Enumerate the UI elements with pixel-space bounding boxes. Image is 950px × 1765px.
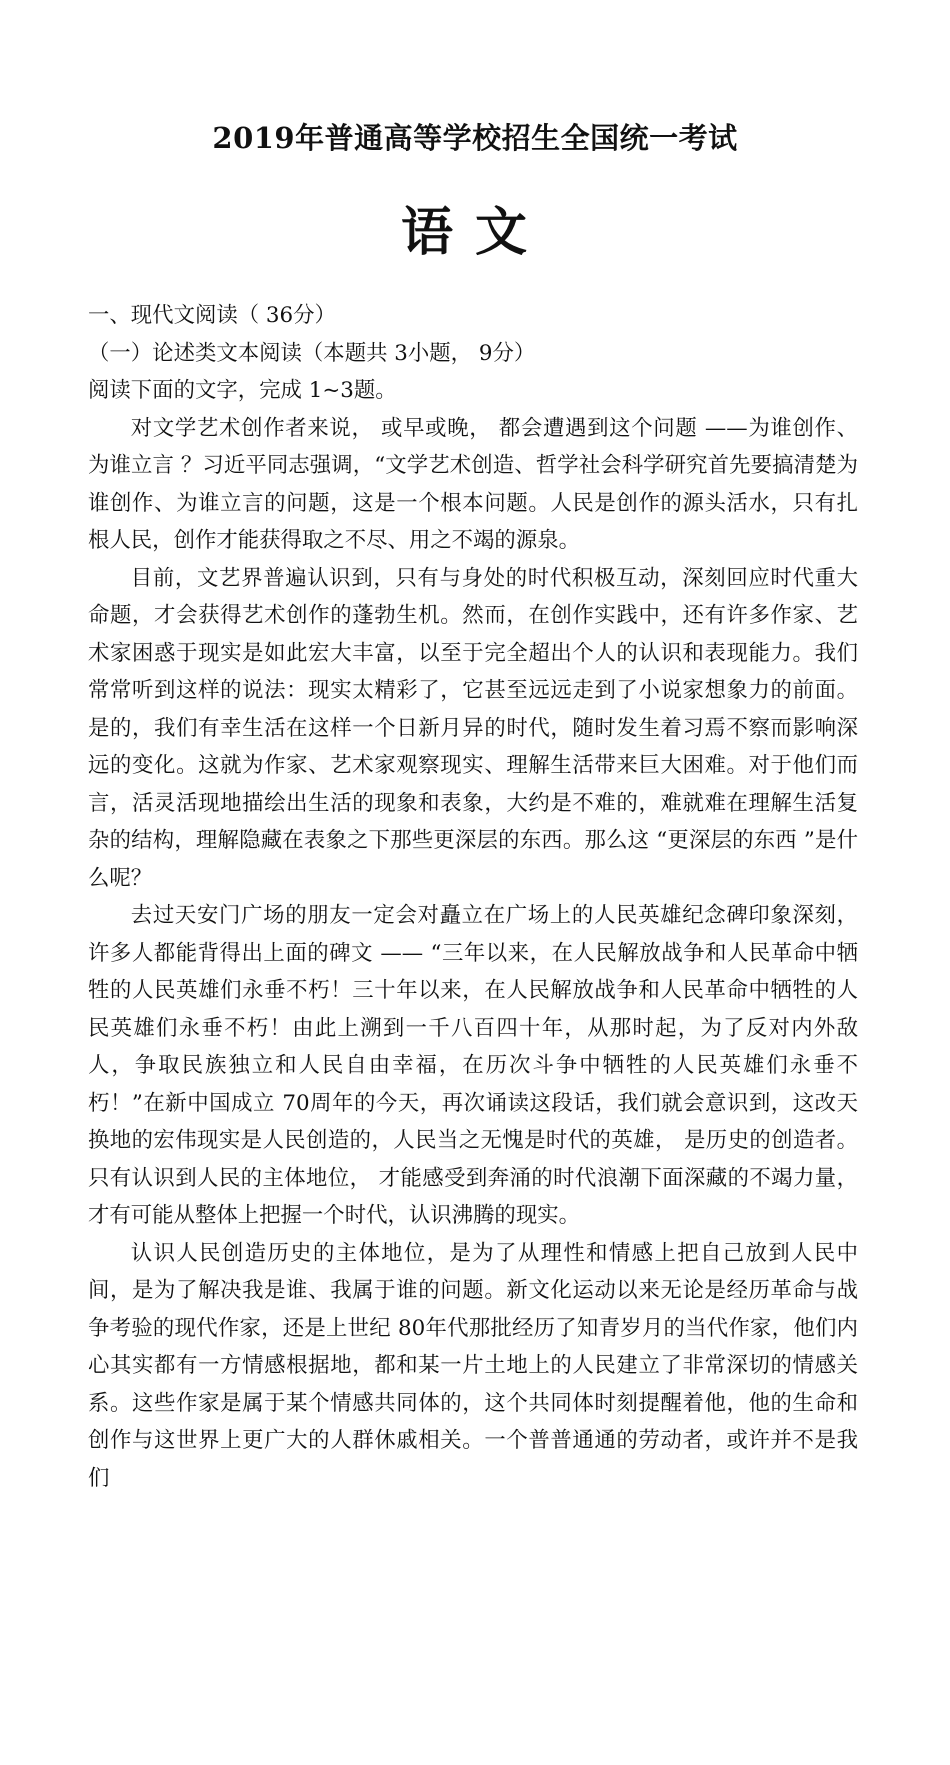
paragraph-2: 目前，文艺界普遍认识到，只有与身处的时代积极互动，深刻回应时代重大命题，才会获得艺术创作的蓬勃生机。然而，在创作实践中，还有许多作家、艺术家困惑于现实是如此宏大丰富，以至于完全超出个人的认识和表现能力。我们常常听到这样的说法：现实太精彩了，它甚至远远走到了小说家想象力的前面。是的，我们有幸生活在这样一个日新月异的时代，随时发生着习焉不察而影响深远的变化。这就为作家、艺术家观察现实、理解生活带来巨大困难。对于他们而言，活灵活现地描绘出生活的现象和表象，大约是不难的，难就难在理解生活复杂的结构，理解隐藏在表象之下那些更深层的东西。那么这 “更深层的东西 ”是什么呢？ (88, 565, 858, 891)
exam-title: 2019年普通高等学校招生全国统一考试 (212, 121, 738, 155)
paragraph-1: 对文学艺术创作者来说， 或早或晚， 都会遭遇到这个问题 ——为谁创作、 为谁立言 ？习近平同志强调，“文学艺术创造、哲学社会科学研究首先要搞清楚为谁创作、为谁立言的问题，这是一个根本问题。人民是创作的源头活水，只有扎根人民，创作才能获得取之不尽、用之不竭的源泉。 (88, 415, 858, 553)
subsection-heading: （一）论述类文本阅读（本题共 3小题， 9分） (88, 340, 536, 366)
reading-content (88, 297, 858, 1497)
paragraph-3: 去过天安门广场的朋友一定会对矗立在广场上的人民英雄纪念碑印象深刻，许多人都能背得出上面的碑文 —— “三年以来，在人民解放战争和人民革命中牺牲的人民英雄们永垂不朽！三十年以来，在人民解放战争和人民革命中牺牲的人民英雄们永垂不朽！由此上溯到一千八百四十年，从那时起，为了反对内外敌人，争取民族独立和人民自由幸福，在历次斗争中牺牲的人民英雄们永垂不朽！”在新中国成立 70周年的今天，再次诵读这段话，我们就会意识到，这改天换地的宏伟现实是人民创造的，人民当之无愧是时代的英雄， 是历史的创造者。 只有认识到人民的主体地位， 才能感受到奔涌的时代浪潮下面深藏的不竭力量，才有可能从整体上把握一个时代，认识沸腾的现实。 (88, 903, 858, 1228)
section-heading: 一、现代文阅读（ 36分） (88, 303, 336, 328)
instruction: 阅读下面的文字，完成 1~3题。 (88, 378, 397, 403)
subject-title: 语文 (400, 202, 549, 263)
paragraph-4: 认识人民创造历史的主体地位，是为了从理性和情感上把自己放到人民中间，是为了解决我是谁、我属于谁的问题。新文化运动以来无论是经历革命与战争考验的现代作家，还是上世纪 80年代那批经历了知青岁月的当代作家，他们内心其实都有一方情感根据地，都和某一片土地上的人民建立了非常深切的情感关系。这些作家是属于某个情感共同体的，这个共同体时刻提醒着他，他的生命和创作与这世界上更广大的人群休戚相关。一个普普通通的劳动者，或许并不是我们 (88, 1240, 858, 1491)
